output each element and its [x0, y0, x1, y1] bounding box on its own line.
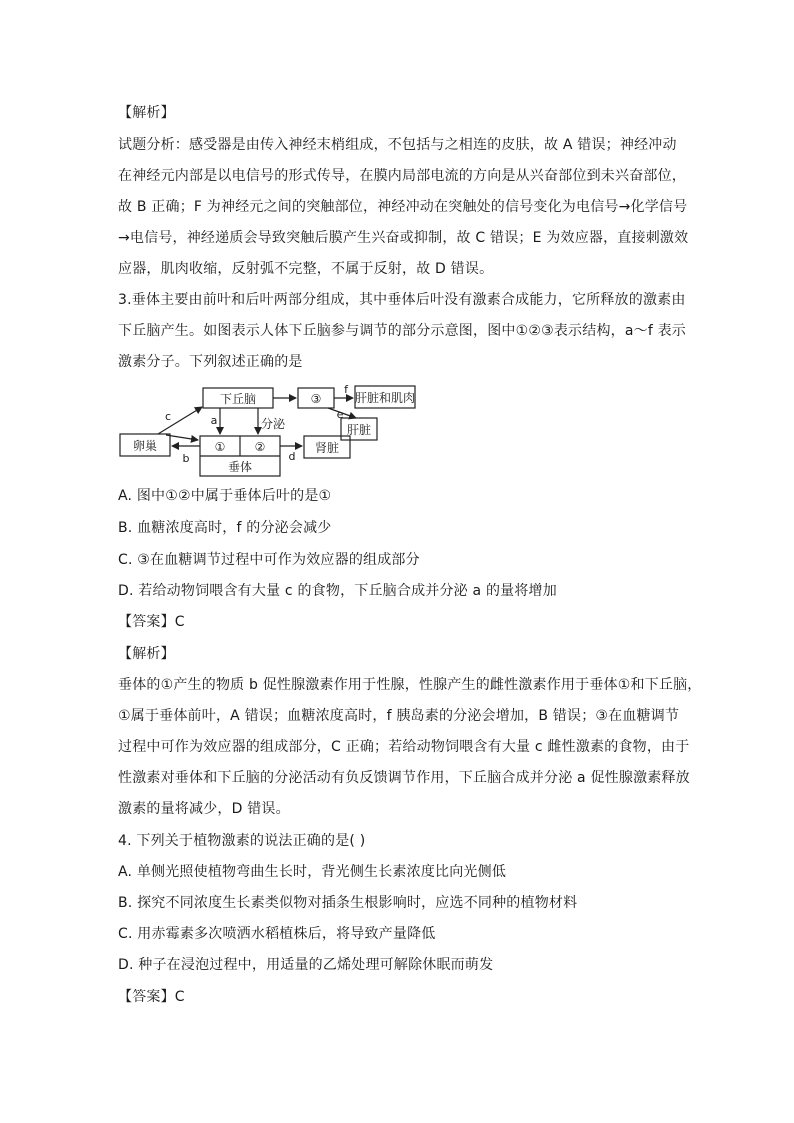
question-stem-line: 3.垂体主要由前叶和后叶两部分组成，其中垂体后叶没有激素合成能力，它所释放的激素由 — [118, 292, 686, 308]
analysis-line: 过程中可作为效应器的组成部分，C 正确；若给动物饲喂含有大量 c 雌性激素的食物，由于 — [118, 739, 690, 755]
paragraph-line: 故 B 正确；F 为神经元之间的突触部位，神经冲动在突触处的信号变化为电信号→化学信号 — [118, 199, 688, 215]
analysis-line: ①属于垂体前叶，A 错误；血糖浓度高时，f 胰岛素的分泌会增加，B 错误；③在血糖调节 — [118, 708, 680, 724]
paragraph-line: 在神经元内部是以电信号的形式传导，在膜内局部电流的方向是从兴奋部位到未兴奋部位， — [118, 168, 686, 184]
struct2-label: ② — [254, 440, 266, 454]
liver-label: 肝脏 — [346, 423, 372, 437]
struct3-label: ③ — [310, 392, 322, 406]
question-stem-line: 激素分子。下列叙述正确的是 — [118, 354, 303, 370]
hypothalamus-label: 下丘脑 — [219, 392, 257, 406]
arrow-label-f: f — [344, 383, 348, 396]
liver-muscle-label: 肝脏和肌肉 — [354, 391, 416, 405]
analysis-line: 性激素对垂体和下丘脑的分泌活动有负反馈调节作用，下丘脑合成并分泌 a 促性腺激素释放 — [118, 770, 690, 786]
hormone-regulation-diagram — [118, 380, 428, 480]
analysis-line: 激素的量将减少，D 错误。 — [118, 801, 290, 817]
question-stem-line: 下丘脑产生。如图表示人体下丘脑参与调节的部分示意图，图中①②③表示结构，a～f 表示 — [118, 323, 687, 339]
option-a: A. 图中①②中属于垂体后叶的是① — [118, 488, 332, 504]
analysis-line: 垂体的①产生的物质 b 促性腺激素作用于性腺，性腺产生的雌性激素作用于垂体①和下丘脑， — [118, 677, 702, 693]
arrow-label-b: b — [182, 452, 190, 465]
arrow-label-a: a — [210, 414, 218, 427]
answer: 【答案】C — [118, 989, 185, 1005]
option-c: C. 用赤霉素多次喷洒水稻植株后，将导致产量降低 — [118, 926, 436, 942]
section-heading: 【解析】 — [118, 105, 175, 121]
paragraph-line: →电信号，神经递质会导致突触后膜产生兴奋或抑制，故 C 错误；E 为效应器，直接刺激效 — [118, 230, 689, 246]
ovary-label: 卵巢 — [132, 439, 158, 453]
option-d: D. 种子在浸泡过程中，用适量的乙烯处理可解除休眠而萌发 — [118, 957, 494, 973]
paragraph-line: 试题分析：感受器是由传入神经末梢组成，不包括与之相连的皮肤，故 A 错误；神经冲动 — [118, 137, 677, 153]
paragraph-line: 应器，肌肉收缩，反射弧不完整，不属于反射，故 D 错误。 — [118, 261, 494, 277]
kidney-label: 肾脏 — [314, 441, 340, 455]
struct1-label: ① — [214, 440, 226, 454]
analysis-heading: 【解析】 — [118, 646, 175, 662]
pituitary-label: 垂体 — [227, 460, 253, 474]
answer: 【答案】C — [118, 614, 185, 630]
arrow-label-c: c — [164, 410, 172, 423]
option-a: A. 单侧光照使植物弯曲生长时，背光侧生长素浓度比向光侧低 — [118, 864, 507, 880]
option-b: B. 探究不同浓度生长素类似物对插条生根影响时，应选不同种的植物材料 — [118, 895, 578, 911]
option-b: B. 血糖浓度高时，f 的分泌会减少 — [118, 520, 332, 536]
arrow-label-e: e — [336, 408, 344, 421]
option-d: D. 若给动物饲喂含有大量 c 的食物，下丘脑合成并分泌 a 的量将增加 — [118, 583, 557, 599]
secretion-label: 分泌 — [260, 417, 286, 431]
option-c: C. ③在血糖调节过程中可作为效应器的组成部分 — [118, 552, 420, 568]
question-stem: 4. 下列关于植物激素的说法正确的是( ) — [118, 833, 366, 849]
arrow-label-d: d — [288, 450, 296, 463]
